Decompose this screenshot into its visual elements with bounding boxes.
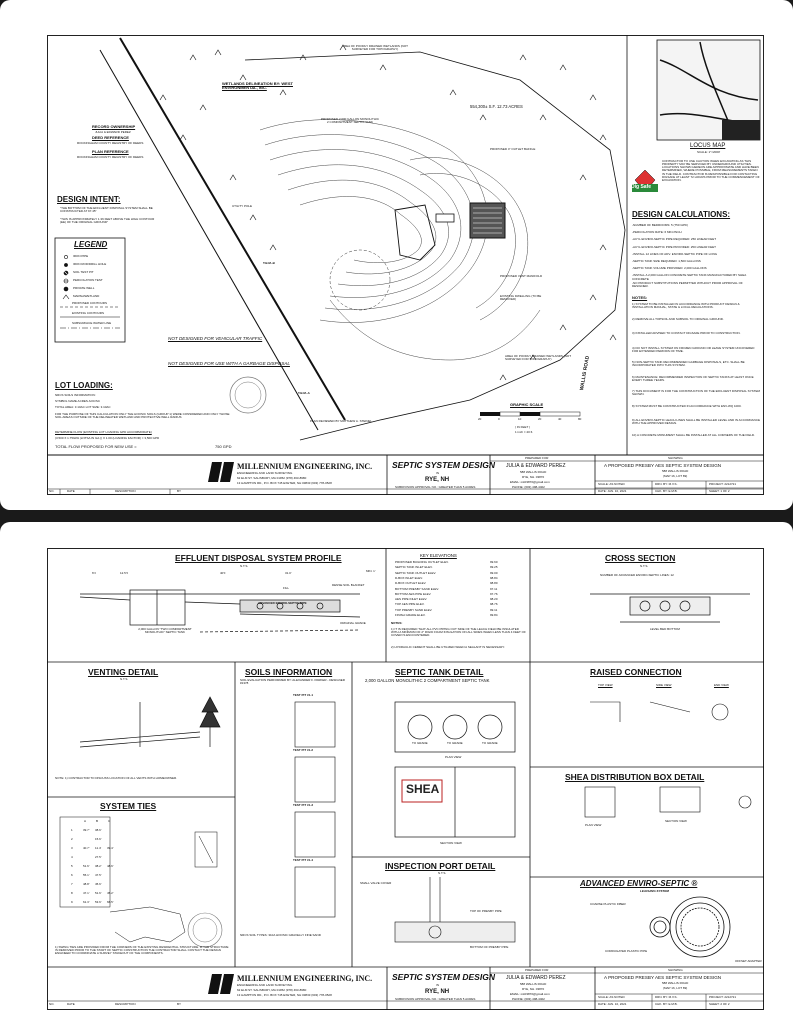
tbm-b: T.B.M.-B xyxy=(263,261,275,265)
lot-loading-l7: TOTAL FLOW PROPOSED FOR NEW USE = xyxy=(55,444,137,449)
septic-tank-title: SEPTIC TANK DETAIL xyxy=(395,667,484,677)
scale-field-2: SCALE: AS NOTED xyxy=(598,995,625,999)
prepared-for: PREPARED FOR xyxy=(525,456,549,460)
raised-view-label: TOP VIEW xyxy=(598,683,613,687)
profile-pipe-label: ADVANCED ENVIRO-SEPTIC PIPE xyxy=(258,601,307,605)
company-address-1: 62 ELM ST. SALISBURY, MA 01952 (978) 463-8980 xyxy=(237,476,307,480)
company-address-2-2: 13 HAMPTON RD., P.O. BOX 745 EXETER, NH 03833 (603) 778-0528 xyxy=(237,993,332,997)
ties-cell: 48.6' xyxy=(107,864,114,868)
cross-section-nts: N.T.S. xyxy=(640,564,649,568)
key-elevation-label: AES PIPE INLET ELEV. xyxy=(395,597,428,602)
client-phone-2: PHONE: (603) 498-4402 xyxy=(512,997,545,1001)
note-line: 8) SYSTEM MUST BE CONSTRUCTED IN ACCORDANCE WITH ENV-WQ 1000. xyxy=(632,403,742,408)
venting-note: NOTE: 1) CONTRACTOR TO DISCUSS LOCATION OF ALL VENTS WITH HOMEOWNER. xyxy=(55,776,178,780)
raised-connection-title: RAISED CONNECTION xyxy=(590,667,682,677)
note-line: 6) MAINTENANCE: RECOMMENDED INSPECTION OF SEPTIC TANKS AT LEAST ONCE EVERY THREE YEARS. xyxy=(632,374,754,382)
soil-pit-label: TEST PIT #1-4 xyxy=(293,858,314,862)
note-line: 3) INSTALLER ADVISED TO CONTACT DIGSAFE PRIOR TO CONSTRUCTION. xyxy=(632,331,741,335)
poorly-drained-top: AREA OF POORLY DRAINED WETLANDS (NOT SURVEYED FOR TOPOGRAPHY) xyxy=(341,44,409,52)
ties-cell: 53.6' xyxy=(95,900,102,904)
design-calc-line: -ACYL ENVIRO-SEPTIC PIPE REQUIRED: 250 LINEAR FEET xyxy=(632,237,717,242)
poorly-drained-bottom: AREA OF POORLY DRAINED WETLANDS (NOT SURVEYED FOR TOPOGRAPHY) xyxy=(505,354,572,362)
showing-label: SHOWING xyxy=(668,456,683,460)
key-elevation-value: 99.25 xyxy=(490,565,498,570)
wetlands-delineation: WETLANDS DELINEATION BY: WEST ENVIRONMENTAL, INC. xyxy=(222,81,293,91)
project-map-2: (MAP 16, LOT 89) xyxy=(663,986,688,990)
design-intent-line-1: "THE BOTTOM OF THE EFFLUENT DISPOSAL SYSTEM SHALL BE CONSTRUCTED AT 97.45" xyxy=(60,206,153,214)
utility-pole-label: UTILITY POLE xyxy=(232,204,252,208)
lot-loading-l4: FOR THE PURPOSE OF THIS CALCULATION ONLY THE HOOSIC SOILS (GROUP 1) WERE CONSIDERED AND ONLY THOSE SOIL AREAS OUTSIDE OF THE DELINEATED WETLAND AND PROTECTIVE WELL RADIUS xyxy=(55,412,230,420)
drawn-by: DRN. BY: M.V.S. xyxy=(655,482,678,486)
key-elevation-value: 98.84 xyxy=(490,575,498,580)
ties-cell: 7 xyxy=(71,882,73,886)
ties-cell: 38.6' xyxy=(95,828,102,832)
inspection-label-3: BOTTOM OF PRESBY PIPE xyxy=(470,945,509,949)
client-name-2: JULIA & EDWARD PEREZ xyxy=(506,975,566,981)
legend-title: LEGEND xyxy=(74,240,108,249)
ties-cell: 11.4' xyxy=(95,846,102,850)
cross-section-label: NUMBER OF ADVANCED ENVIRO-SEPTIC LINES: 12 xyxy=(600,573,674,577)
profile-nts: N.T.S. xyxy=(240,564,249,568)
rev-col-desc: DESCRIPTION xyxy=(115,489,136,493)
design-calc-line: -NUMBER OF BEDROOMS: 5 (750 GPD) xyxy=(632,223,688,227)
design-calculations-title: DESIGN CALCULATIONS: xyxy=(632,210,731,219)
inspection-title: INSPECTION PORT DETAIL xyxy=(385,861,496,871)
ties-cell: 9 xyxy=(71,900,73,904)
project-number-2: PROJECT: 2212721 xyxy=(709,995,737,999)
key-elevation-value: 97.76 xyxy=(490,591,498,596)
deed-ref-title: DEED REFERENCE xyxy=(92,135,129,140)
scale-tick: 40 xyxy=(558,417,562,421)
key-elevation-value: 98.20 xyxy=(490,597,498,602)
drawn-by-2: DRN. BY: M.V.S. xyxy=(655,995,678,999)
septic-plan-view: PLAN VIEW xyxy=(445,755,462,759)
notes-title: NOTES: xyxy=(632,295,648,300)
rev-col-by: BY xyxy=(177,489,182,493)
note-line: 9) ALL ENVIRO-SEPTIC LEACH LINES SHALL BE INSTALLED LEVEL AND IN ACCORDANCE WITH THE APPROVED DESIGN. xyxy=(632,418,760,426)
date-field-2: DATE: JAN. 10, 2021 xyxy=(598,1002,627,1006)
client-email: EMAIL: mk03870@gmail.com xyxy=(510,480,550,484)
key-elevation-label: TOP PRESBY SAND ELEV. xyxy=(395,607,433,612)
key-elevation-label: SEPTIC TANK INLET ELEV. xyxy=(395,565,433,570)
scale-field: SCALE: AS NOTED xyxy=(598,482,625,486)
key-elevation-value: 98.80 xyxy=(490,581,498,586)
subdivision: SUBDIVISION APPROVAL NO.: GREATER THAN 5 ACRES xyxy=(395,485,476,489)
ties-header: A xyxy=(84,819,87,823)
shea-logo: SHEA xyxy=(406,782,440,796)
client-email-2: EMAIL: mk03870@gmail.com xyxy=(510,992,550,996)
locus-map-scale: SCALE: 1"=2000' xyxy=(697,150,721,154)
scale-tick: 20 xyxy=(478,417,482,421)
shea-box-plan: PLAN VIEW xyxy=(585,823,602,827)
ties-cell: 6 xyxy=(71,873,73,877)
design-calc-line: -INSTALL A 2,000 GALLON CONCRETE SEPTIC TANK MANUFACTURED BY SHEA CONCRETE xyxy=(632,273,747,281)
sheet-number: SHEET: 1 OF 2 xyxy=(709,489,730,493)
graphic-scale-title: GRAPHIC SCALE xyxy=(510,402,544,407)
tank-label: PROPOSED 2,000 GALLON MONOLITHIC 2 COMPARTMENT SEPTIC TANK xyxy=(320,117,380,125)
ties-cell: 51.6' xyxy=(83,864,90,868)
sheet-number-2: SHEET: 2 OF 2 xyxy=(709,1002,730,1006)
ties-cell: 1 xyxy=(71,828,73,832)
dwelling-label: EXISTING DWELLING (TO BE REMOVED) xyxy=(500,294,542,302)
scale-ratio: 1 inch = 40 ft. xyxy=(515,430,534,434)
soil-pit-label: TEST PIT #1-2 xyxy=(293,748,314,752)
ties-cell: 51.6' xyxy=(95,891,102,895)
rev-col-desc-2: DESCRIPTION xyxy=(115,1002,136,1006)
client-name: JULIA & EDWARD PEREZ xyxy=(506,463,566,469)
key-note-2: 2) HYDRAULIC CEMENT SHALL BE UTILIZED WHEN A SEALANT IS NECESSARY. xyxy=(391,645,505,649)
tbm-a: T.B.M.-A xyxy=(298,391,310,395)
key-elevation-label: BOTTOM AES PIPE ELEV. xyxy=(395,591,432,596)
aes-label-3: CORRUGATED PLASTIC PIPE xyxy=(605,949,648,953)
plan-ref: ROCKINGHAM COUNTY REGISTRY OF DEEDS xyxy=(77,155,144,159)
note-line: 10) A CONCRETE MONUMENT SHALL BE INSTALLED AT ALL CORNERS OF THE FIELD. xyxy=(632,432,755,437)
client-city-2: RYE, NH. 03870 xyxy=(522,987,545,991)
record-owner: JULIA & EDWARD PEREZ xyxy=(95,130,131,134)
venting-title: VENTING DETAIL xyxy=(88,667,159,677)
soils-intro: SOIL EVALUATION PERFORMED BY: ALEXANDER F. PARKER - DESIGNER #1378 xyxy=(240,678,345,686)
septic-tank-subtitle: 2,000 GALLON MONOLITHIC 2 COMPARTMENT SEPTIC TANK xyxy=(365,678,490,683)
design-calc-line: -SEPTIC TANK VOLUME PROVIDED: 2,000 GALLONS xyxy=(632,266,707,271)
date-field: DATE: JAN. 10, 2021 xyxy=(598,489,627,493)
key-elevation-label: PROPOSED BUILDING OUTLET ELEV. xyxy=(395,560,449,564)
ties-cell: 45.2' xyxy=(107,891,114,895)
legend-item: IRON PIPE xyxy=(73,254,89,258)
not-designed-vehicular: NOT DESIGNED FOR VEHICULAR TRAFFIC xyxy=(168,336,263,341)
deed-ref: ROCKINGHAM COUNTY REGISTRY OF DEEDS xyxy=(77,141,144,145)
project-title: A PROPOSED PRESBY AES SEPTIC SYSTEM DESIGN xyxy=(604,463,722,468)
company-address-2: 13 HAMPTON RD., P.O. BOX 745 EXETER, NH 03833 (603) 778-0528 xyxy=(237,481,332,485)
legend-item: MARSH/WETLAND xyxy=(73,294,100,298)
ties-header: B xyxy=(96,819,99,823)
showing-label-2: SHOWING xyxy=(668,968,683,972)
project-number: PROJECT: 2212721 xyxy=(709,482,737,486)
system-ties-title: SYSTEM TIES xyxy=(100,801,157,811)
key-notes-title: NOTES: xyxy=(391,621,403,625)
key-elevation-label: BOTTOM PRESBY SAND ELEV. xyxy=(395,586,439,591)
legend-item: SUBSURFACE WATER LINE xyxy=(72,321,112,325)
ties-cell: 66.5' xyxy=(107,900,114,904)
legend-item: EXISTING CONTOURS xyxy=(72,311,104,315)
inspection-label-2: TOP OF PRESBY PIPE xyxy=(470,909,502,913)
sheet-1 xyxy=(0,0,793,510)
project-address-2: 588 WALLIS ROAD xyxy=(662,981,689,985)
key-elevation-value: 99.60 xyxy=(490,560,498,564)
aes-label-2: OFFSET ADAPTER xyxy=(735,959,762,963)
to-grade-3: TO GRADE xyxy=(482,741,498,745)
ties-cell: 2 xyxy=(71,837,73,841)
client-city: RYE, NH. 03870 xyxy=(522,475,545,479)
ties-cell: 48.8' xyxy=(83,882,90,886)
project-address: 588 WALLIS ROAD xyxy=(662,469,689,473)
scale-tick: 80 xyxy=(578,417,582,421)
scale-tick: 20 xyxy=(538,417,542,421)
ties-cell: 3 xyxy=(71,846,73,850)
aes-label-1: COARSE PLASTIC FIBER xyxy=(590,902,626,906)
sheet-title: SEPTIC SYSTEM DESIGN xyxy=(392,460,495,470)
profile-tank-label: 2,000 GALLON "TWO COMPARTMENT MONOLITHIC" SEPTIC TANK xyxy=(138,627,192,635)
digsafe-logo: Dig Safe xyxy=(631,184,652,190)
designer-note: PLAN REVIEWED BY MATTHEW A. STEINEL xyxy=(310,419,373,423)
key-elevation-value: 99.84 xyxy=(490,613,498,617)
note-line: 1) SYSTEM TO BE INSTALLED IN ACCORDANCE WITH PRODUCT DESIGN & INSTALLATION MANUAL, STATE & LOCAL REGULATIONS. xyxy=(632,302,740,310)
outlet-label: PROPOSED 4" OUTLET BAFFLE xyxy=(490,147,536,151)
key-elevation-label: SEPTIC TANK OUTLET ELEV. xyxy=(395,570,437,575)
vent-label: PROPOSED VENT MANIFOLD xyxy=(500,274,543,278)
lot-loading-l1: NRCS SOILS INFORMATION: xyxy=(55,393,96,397)
profile-dim-4: 6'± xyxy=(92,571,96,575)
lot-loading-l5: DETERMINE FLOW (EXISTING LOT LOADING GPD ACCOMMODATE) xyxy=(55,430,152,434)
sheet-title-2: SEPTIC SYSTEM DESIGN xyxy=(392,972,495,982)
design-calc-line: -NO PRODUCT SUBSTITUTIONS PERMITTED WITHOUT PRIOR APPROVAL OF DESIGNER. xyxy=(632,280,743,288)
ties-cell: 4 xyxy=(71,855,73,859)
town: RYE, NH xyxy=(425,477,450,483)
shea-box-title: SHEA DISTRIBUTION BOX DETAIL xyxy=(565,772,705,782)
note-line: 5) NON-SEPTIC TANK RECOMMENDED GARBAGE DISPOSALS, ETC. SHALL BE INCORPORATED INTO THIS SYSTEM. xyxy=(632,360,745,368)
lot-loading-title: LOT LOADING: xyxy=(55,381,113,390)
scale-tick: 10 xyxy=(518,417,522,421)
scale-tick: 0 xyxy=(498,417,500,421)
cross-section-title: CROSS SECTION xyxy=(605,553,676,563)
project-map: (MAP 16, LOT 89) xyxy=(663,474,688,478)
company-sub-2: ENGINEERING AND LAND SURVEYING xyxy=(237,983,293,987)
legend-item: IRON ROD/DRILL HOLE xyxy=(73,262,107,266)
lot-loading-l2: SYMBOL NAME ACRES AOC/SC xyxy=(55,399,101,403)
checked-by-2: CHK. BY: E.M.B. xyxy=(655,1002,678,1006)
profile-dim-1: 12.5'± xyxy=(120,571,129,575)
ties-cell: 39.7' xyxy=(83,828,90,832)
design-intent-title: DESIGN INTENT: xyxy=(57,195,121,204)
raised-view-label: SIDE VIEW xyxy=(656,683,672,687)
ties-cell: 47.1' xyxy=(83,891,90,895)
company-name: MILLENNIUM ENGINEERING, INC. xyxy=(237,462,373,471)
key-elevation-value: 99.00 xyxy=(490,570,498,575)
plan-ref-title: PLAN REFERENCE xyxy=(92,149,129,154)
ties-cell: 8 xyxy=(71,891,73,895)
profile-dim-2: 40'± xyxy=(220,571,226,575)
soils-title: SOILS INFORMATION xyxy=(245,667,333,677)
lot-loading-l3: TOTAL AREA: 3.10AC LOT SIZE: 3.10AC xyxy=(55,405,111,409)
profile-title: EFFLUENT DISPOSAL SYSTEM PROFILE xyxy=(175,553,342,563)
ties-cell: 39.4' xyxy=(107,846,114,850)
key-elevation-label: FINISH GRADE ELEV. xyxy=(395,613,426,617)
note-line: 2) REMOVE ALL TOPSOIL AND SUBSOIL TO ORIGINAL GROUND. xyxy=(632,316,724,321)
ties-cell: 27.5' xyxy=(95,855,102,859)
soils-footer: NRCS SOIL TYPES: 310A HOOSIC GRAVELLY FINE SAND xyxy=(240,933,321,937)
profile-grade: ORIGINAL GRADE xyxy=(340,621,366,625)
ties-cell: 40.7' xyxy=(83,846,90,850)
design-calc-line: -SEPTIC TANK SIZE REQUIRED: 1,500 GALLONS xyxy=(632,259,701,263)
design-calc-line: -INSTALL 12 LINES OF ADV. ENVIRO-SEPTIC PIPE OF LONG xyxy=(632,251,718,256)
legend-item: PERCOLATION TEST xyxy=(73,278,103,282)
legend-item: PRIVATE WELL xyxy=(73,286,95,290)
inspection-nts: N.T.S. xyxy=(438,871,447,875)
ties-header: C xyxy=(108,819,111,823)
key-note-1: 1) IT IS REQUIRED THAT ALL PVC PIPING OUT SIDE OF THE LEACH FIELD BE INSULATED WITH A MINIMUM OF 2" RIGID FOAM INSULATION ON ALL SIDES WHEN LESS THAN 4 FEET OF COVER IS ENCOUNTERED. xyxy=(391,627,526,638)
not-designed-garbage: NOT DESIGNED FOR USE WITH A GARBAGE DISPOSAL xyxy=(168,361,290,366)
locus-map-title: LOCUS MAP xyxy=(690,143,726,149)
client-phone: PHONE: (603) 498-4402 xyxy=(512,485,545,489)
lot-loading-l6: (3.500 X 1.75GPA (LNTSA IN GA.)) X 1.00 (LOADING FACTOR) = 3,500 GPD xyxy=(55,436,160,440)
note-line: 4) DO NOT INSTALL SYSTEM ON FROZEN GROUND OR LEAVE SYSTEM UNCOVERED FOR EXTENDED PERIODS OF TIME. xyxy=(632,345,755,353)
inspection-label-1: SMALL VALVE COVER xyxy=(360,881,392,885)
rev-col-no-2: NO. xyxy=(49,1002,55,1006)
rev-col-date: DATE xyxy=(67,489,75,493)
key-elevation-label: TOP AES PIPE ELEV. xyxy=(395,602,425,607)
key-elevation-value: 99.11 xyxy=(490,607,498,612)
legend-item: SOIL TEST PIT xyxy=(73,270,94,274)
ties-cell: 15.6' xyxy=(95,837,102,841)
digsafe-note: CONTRACTOR TO USE CAUTION WHEN EXCAVATING AS THIS PROPERTY MAY BE SERVICED BY UNDERGROUND UTILITIES. LOCATIONS SHOWN HEREON ARE APPROXIMATE AND HAVE BEEN DETERMINED, WHERE POSSIBLE, FROM MEASUREMENTS TAKEN IN THE FIELD. CONTRACTOR IS RESPONSIBLE FOR CONTACTING DIGSAFE AT LEAST 72 HOURS PRIOR TO THE COMMENCEMENT OF EXCAVATION. xyxy=(662,159,760,182)
sheet-title-in: IN xyxy=(436,471,439,475)
sheet-title-in-2: IN xyxy=(436,983,439,987)
legend-item: PROPOSED CONTOURS xyxy=(72,301,107,305)
company-sub: ENGINEERING AND LAND SURVEYING xyxy=(237,471,293,475)
design-intent-line-2: "THIS IS APPROXIMATELY 1.36 FEET ABOVE THE HIGH CONTOUR (EE) OF THE ORIGINAL GROUND" xyxy=(60,217,155,225)
town-2: RYE, NH xyxy=(425,989,450,995)
checked-by: CHK. BY: E.M.B. xyxy=(655,489,678,493)
key-elevation-value: 98.76 xyxy=(490,602,498,607)
design-calc-line: -ACYL ENVIRO-SEPTIC PIPE PROVIDED: 250 LINEAR FEET xyxy=(632,244,716,249)
key-elevation-value: 97.11 xyxy=(490,586,498,591)
soil-pit-label: TEST PIT #1-1 xyxy=(293,693,314,697)
rev-col-no: NO. xyxy=(49,489,55,493)
road-label: WALLIS ROAD xyxy=(579,355,592,391)
ties-cell: 61.3' xyxy=(83,900,90,904)
scale-unit: ( IN FEET ) xyxy=(515,425,531,429)
client-address-2: 588 WALLIS ROAD xyxy=(520,982,547,986)
aes-title: ADVANCED ENVIRO-SEPTIC ® xyxy=(580,879,698,888)
prepared-for-2: PREPARED FOR xyxy=(525,968,549,972)
ties-cell: 38.2' xyxy=(95,864,102,868)
design-calc-line: -PERCOLATION RATE: 6 MIN./INCH xyxy=(632,230,682,235)
ties-cell: 47.5' xyxy=(95,873,102,877)
septic-section-view: SECTION VIEW xyxy=(440,841,462,845)
project-title-2: A PROPOSED PRESBY AES SEPTIC SYSTEM DESIGN xyxy=(604,975,722,980)
profile-fill: FILL xyxy=(283,586,290,590)
client-address: 588 WALLIS ROAD xyxy=(520,470,547,474)
cross-section-label-2: LEVEL BED BOTTOM xyxy=(650,627,680,631)
key-elevation-label: D-BOX OUTLET ELEV. xyxy=(395,581,427,586)
venting-nts: N.T.S. xyxy=(120,677,129,681)
sheet-2 xyxy=(0,522,793,1024)
profile-blanket: DENSE SOIL BLANKET xyxy=(332,583,365,587)
soil-pit-label: TEST PIT #1-3 xyxy=(293,803,314,807)
profile-dim-3: 31.0' xyxy=(285,571,292,575)
company-address-1-2: 62 ELM ST. SALISBURY, MA 01952 (978) 463-8980 xyxy=(237,988,307,992)
to-grade-1: TO GRADE xyxy=(412,741,428,745)
to-grade-2: TO GRADE xyxy=(447,741,463,745)
rev-col-by-2: BY xyxy=(177,1002,182,1006)
lot-loading-flow: 750 GPD xyxy=(215,444,232,449)
system-ties-note: 1) SWING TIES ARE PROVIDED FROM THE CORNERS OF THE EXISTING RESIDENTIAL STRUCTURE. IF THE STRUCTURE IS REMOVED PRIOR TO THE START OF SEPTIC CONSTRUCTION THE CONTRACTOR SHALL CONTACT THE DESIGN ENGINEER TO COORDINATE A SURVEY STAKEOUT OF THE COMPONENTS. xyxy=(55,945,229,956)
record-ownership-title: RECORD OWNERSHIP xyxy=(92,124,136,129)
raised-view-label: END VIEW xyxy=(714,683,729,687)
subdivision-2: SUBDIVISION APPROVAL NO.: GREATER THAN 5 ACRES xyxy=(395,997,476,1001)
note-line: 7) THIS DOCUMENT IS FOR THE CONSTRUCTION OF THE EFFLUENT DISPOSAL SYSTEM SHOWN. xyxy=(632,389,760,397)
ties-cell: 55.1' xyxy=(83,873,90,877)
key-elevations-title: KEY ELEVATIONS xyxy=(420,553,457,558)
ties-cell: 5 xyxy=(71,864,73,868)
profile-min: MIN. 1' xyxy=(366,569,376,573)
key-elevation-label: D-BOX INLET ELEV. xyxy=(395,575,423,580)
shea-box-section: SECTION VIEW xyxy=(665,819,687,823)
ties-cell: 45.6' xyxy=(95,882,102,886)
aes-subtitle: LEACHING SYSTEM xyxy=(640,889,669,893)
company-name-2: MILLENNIUM ENGINEERING, INC. xyxy=(237,974,373,983)
rev-col-date-2: DATE xyxy=(67,1002,75,1006)
lot-area: 554,300± S.F. 12.73 ACRES xyxy=(470,104,523,109)
